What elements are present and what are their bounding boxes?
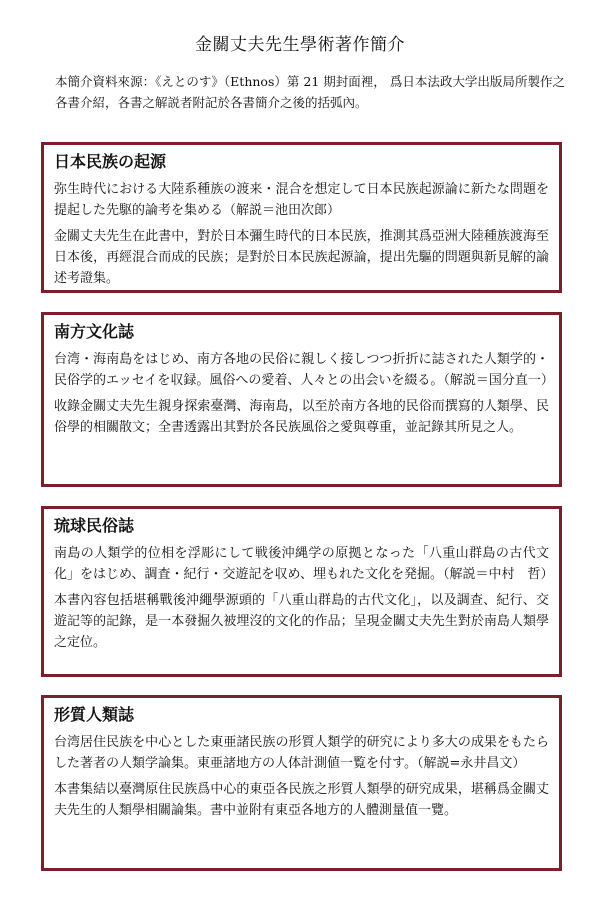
book-chinese-description: 金關丈夫先生在此書中，對於日本彌生時代的日本民族，推測其爲亞洲大陸種族渡海至日本後，再經混合而成的民族；是對於日本民族起源論，提出先驅的問題與新見解的論述考證集。 [54, 229, 549, 286]
book-japanese-description: 南島の人類学的位相を浮彫にして戦後沖縄学の原拠となった「八重山群島の古代文化」をはじめ、調査・紀行・交遊記を収め、埋もれた文化を発掘。（解説＝中村 哲） [54, 546, 554, 582]
book-japanese-description: 弥生時代における大陸系種族の渡来・混合を想定して日本民族起源論に新たな問題を提起した先駆的論考を集める（解説＝池田次郎） [54, 182, 549, 218]
book-title: 南方文化誌 [54, 322, 135, 341]
book-title: 日本民族の起源 [54, 152, 167, 171]
book-card-keishitsu-jinrui [41, 695, 562, 871]
book-chinese-description: 收錄金關丈夫先生親身探索臺灣、海南島，以至於南方各地的民俗而撰寫的人類學、民俗學的相關散文；全書透露出其對於各民族風俗之愛與尊重，並記錄其所見之人。 [54, 399, 549, 435]
page-title: 金關丈夫先生學術著作簡介 [195, 35, 405, 55]
intro-paragraph: 本簡介資料來源：《えとのす》（Ethnos）第 21 期封面裡， 爲日本法政大学出版局所製作之各書介紹，各書之解説者附記於各書簡介之後的括弧內。 [55, 74, 565, 110]
book-chinese-description: 本書內容包括堪稱戰後沖繩學源頭的「八重山群島的古代文化」，以及調查、紀行、交遊記等的記錄，是一本發掘久被埋沒的文化的作品；呈現金關丈夫先生對於南島人類學之定位。 [54, 593, 549, 650]
book-japanese-description: 台湾・海南島をはじめ、南方各地の民俗に親しく接しつつ折折に誌された人類学的・民俗学的エッセイを収録。風俗への愛着、人々との出会いを綴る。（解説＝国分直一） [54, 352, 554, 388]
book-japanese-description: 台湾居住民族を中心とした東亜諸民族の形質人類学的研究により多大の成果をもたらした著者の人類学論集。東亜諸地方の人体計測値一覧を付す。（解説=永井昌文） [54, 735, 549, 771]
book-card-nihon-minzoku [41, 142, 562, 293]
book-title: 形質人類誌 [54, 705, 135, 724]
book-chinese-description: 本書集結以臺灣原住民族爲中心的東亞各民族之形質人類學的研究成果，堪稱爲金關丈夫先生的人類學相關論集。書中並附有東亞各地方的人體測量值一覽。 [54, 782, 549, 818]
book-card-nanpo-bunka [41, 312, 562, 487]
book-card-ryukyu-minzoku [41, 506, 562, 677]
book-title: 琉球民俗誌 [54, 516, 135, 535]
